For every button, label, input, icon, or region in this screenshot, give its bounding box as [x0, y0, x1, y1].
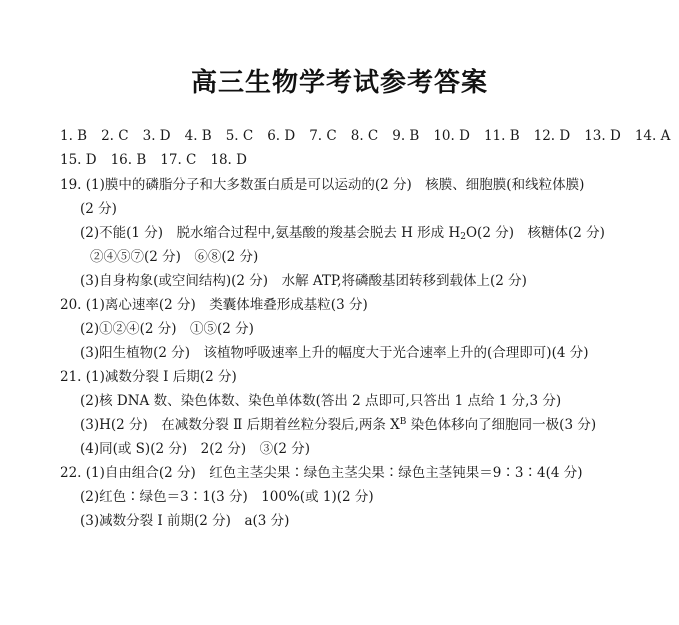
- q19-line-3-text-end: O(2 分) 核糖体(2 分): [465, 225, 605, 241]
- mcq-answer: 14. A: [634, 128, 671, 144]
- mcq-answer: 17. C: [160, 152, 197, 168]
- q21-line-1: 21. (1)减数分裂 Ⅰ 后期(2 分): [60, 369, 237, 385]
- q22-line-1: 22. (1)自由组合(2 分) 红色主茎尖果∶绿色主茎尖果∶绿色主茎钝果＝9∶3∶4(4 分): [60, 465, 583, 481]
- mcq-answer: 18. D: [210, 152, 247, 168]
- mcq-answer: 3. D: [142, 128, 171, 144]
- q21-line-3-text-end: 染色体移向了细胞同一极(3 分): [406, 417, 597, 433]
- mcq-row-1: [60, 127, 670, 145]
- subscript: 2: [460, 232, 466, 242]
- mcq-answer: 8. C: [350, 128, 379, 144]
- mcq-answer: 10. D: [433, 128, 470, 144]
- q21-line-2: (2)核 DNA 数、染色体数、染色单体数(答出 2 点即可,只答出 1 点给 1 分,3 分): [80, 393, 562, 409]
- mcq-answer: 9. B: [392, 128, 420, 144]
- q21-line-3-text: (3)H(2 分) 在减数分裂 Ⅱ 后期着丝粒分裂后,两条 X: [80, 417, 400, 433]
- q22-line-2: (2)红色∶绿色＝3∶1(3 分) 100%(或 1)(2 分): [80, 489, 374, 505]
- mcq-row-2: [60, 151, 247, 169]
- mcq-answer: 16. B: [110, 152, 147, 168]
- q19-line-2: (2 分): [80, 201, 117, 217]
- q21-line-3: [80, 416, 596, 434]
- q19-line-3: [80, 224, 605, 242]
- mcq-answer: 7. C: [309, 128, 337, 144]
- q20-line-3: (3)阳生植物(2 分) 该植物呼吸速率上升的幅度大于光合速率上升的(合理即可)(4 分): [80, 345, 589, 361]
- mcq-answer: 2. C: [101, 128, 129, 144]
- q19-line-1: 19. (1)膜中的磷脂分子和大多数蛋白质是可以运动的(2 分) 核膜、细胞膜(和线粒体膜): [60, 177, 585, 193]
- mcq-answer: 4. B: [184, 128, 212, 144]
- mcq-answer: 11. B: [483, 128, 520, 144]
- superscript: B: [399, 417, 407, 427]
- q20-line-1: 20. (1)离心速率(2 分) 类囊体堆叠形成基粒(3 分): [60, 297, 368, 313]
- mcq-answer: 6. D: [267, 128, 296, 144]
- q19-line-3-text: (2)不能(1 分) 脱水缩合过程中,氨基酸的羧基会脱去 H 形成 H: [80, 225, 461, 241]
- mcq-answer: 5. C: [225, 128, 254, 144]
- page-title: 高三生物学考试参考答案: [190, 68, 488, 98]
- q22-line-3: (3)减数分裂 Ⅰ 前期(2 分) a(3 分): [80, 513, 290, 529]
- mcq-answer: 15. D: [60, 152, 97, 168]
- q19-line-5: (3)自身构象(或空间结构)(2 分) 水解 ATP,将磷酸基团转移到载体上(2 分): [80, 273, 527, 289]
- mcq-answer: 1. B: [60, 128, 88, 144]
- q21-line-4: (4)同(或 S)(2 分) 2(2 分) ③(2 分): [80, 441, 311, 457]
- mcq-answer: 12. D: [533, 128, 571, 144]
- q20-line-2: (2)①②④(2 分) ①⑤(2 分): [80, 321, 254, 337]
- mcq-answer: 13. D: [584, 128, 621, 144]
- q19-line-4: ②④⑤⑦(2 分) ⑥⑧(2 分): [90, 249, 259, 265]
